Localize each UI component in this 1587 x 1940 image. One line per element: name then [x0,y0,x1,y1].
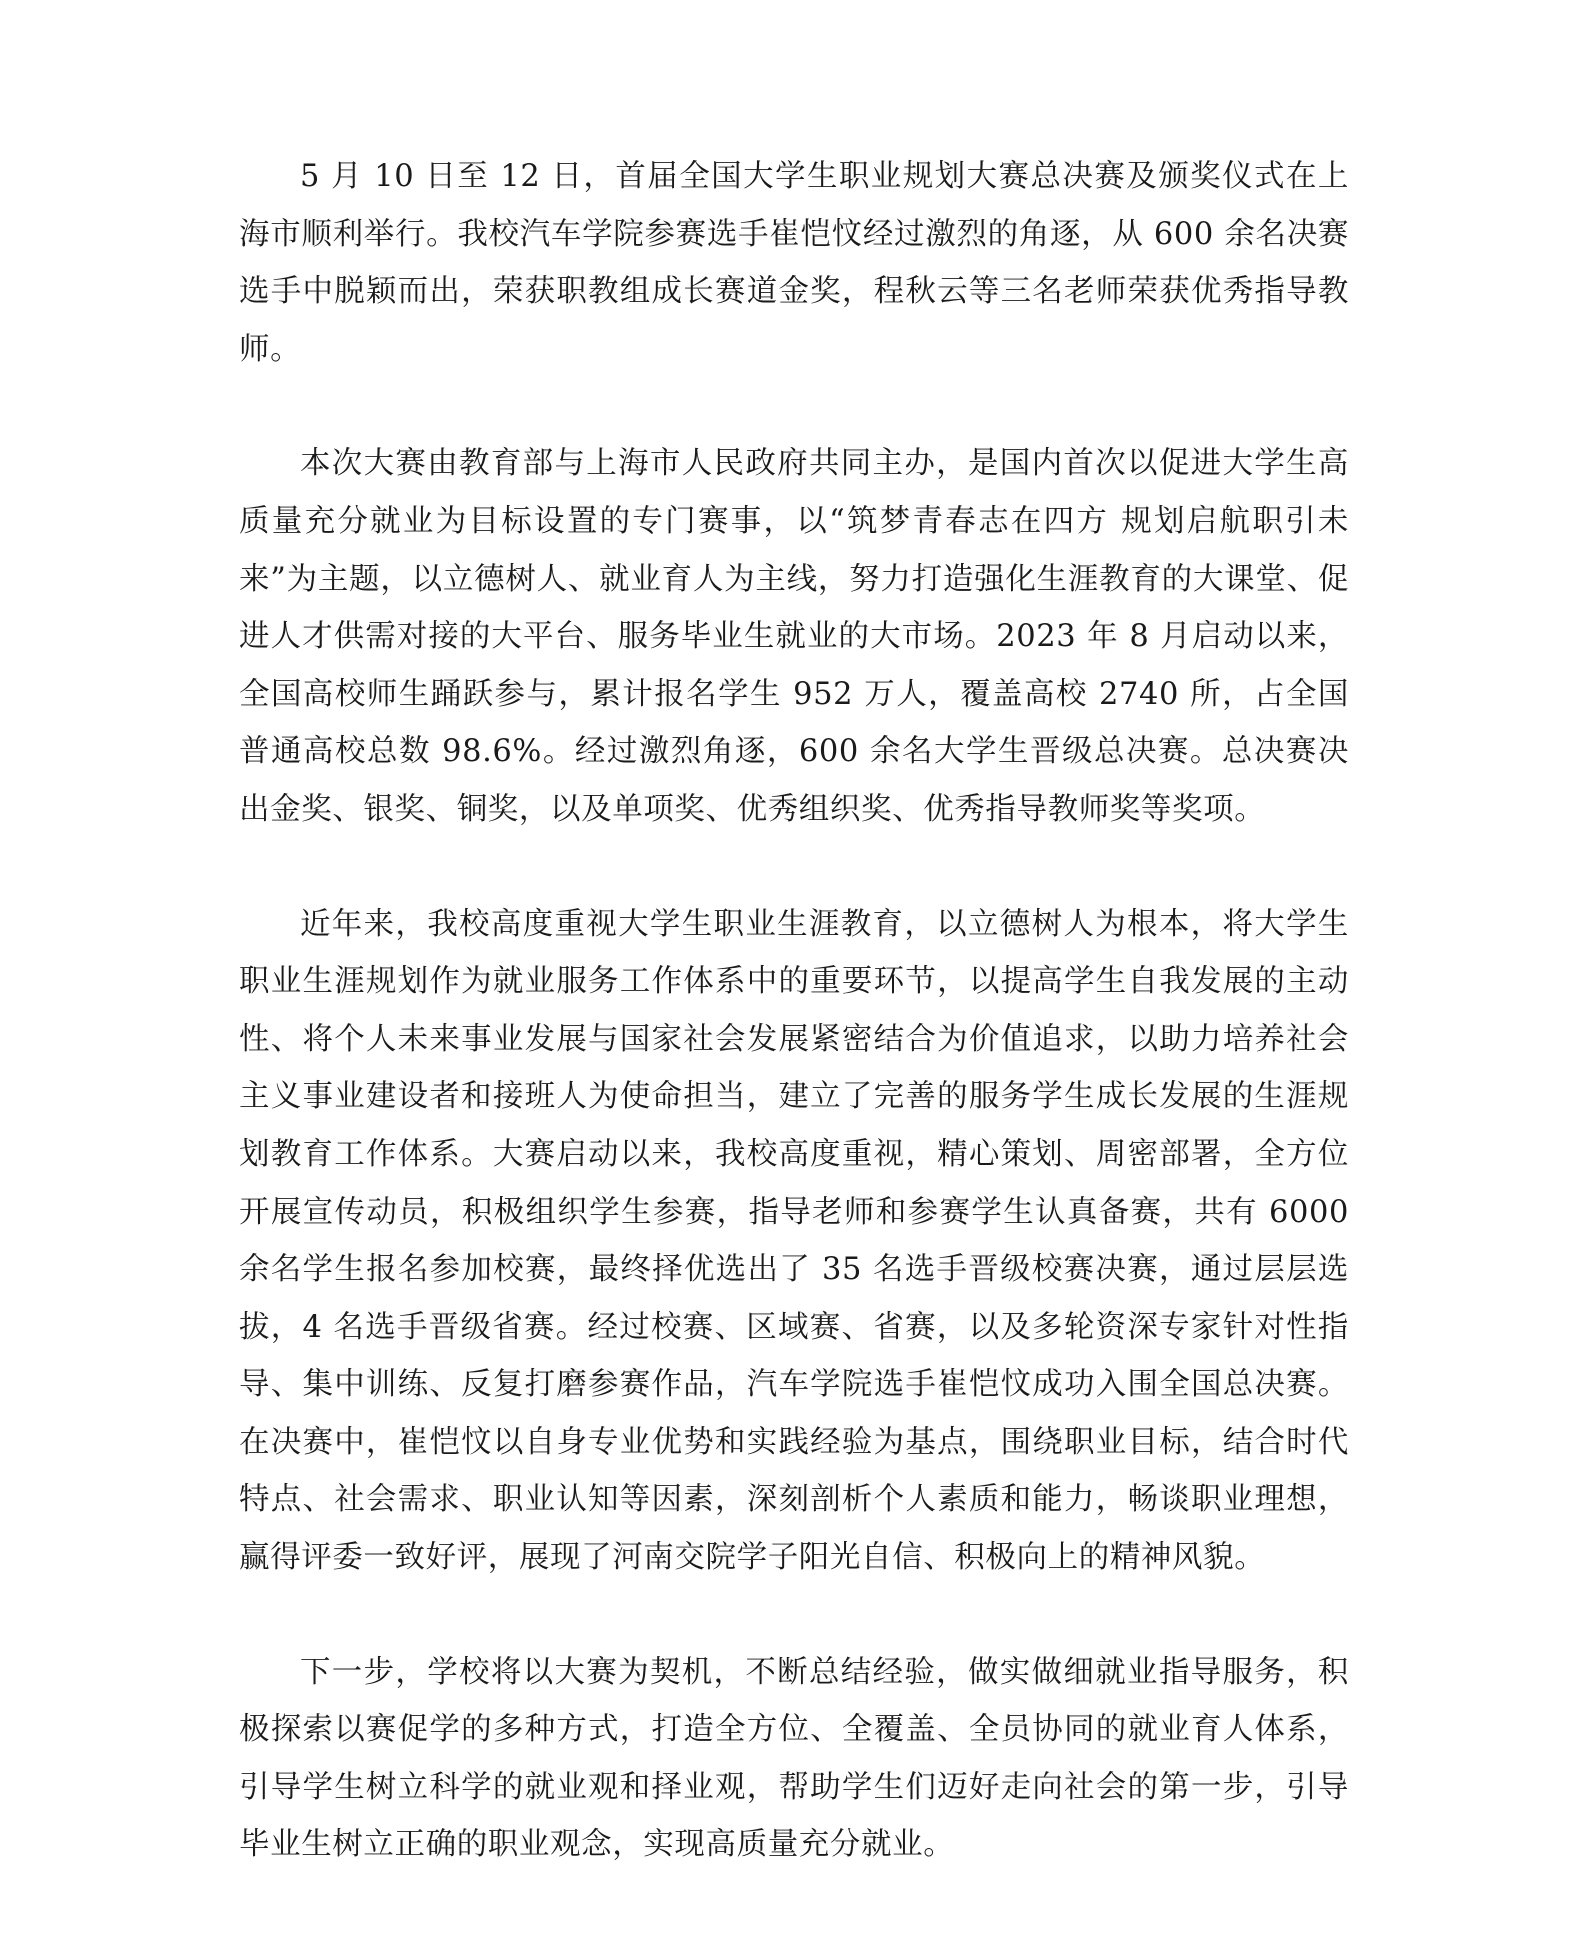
paragraph-award-announcement: 5 月 10 日至 12 日，首届全国大学生职业规划大赛总决赛及颁奖仪式在上海市顺利举行。我校汽车学院参赛选手崔恺忟经过激烈的角逐，从 600 余名决赛选手中脱颖而出，荣获职教组成长赛道金奖，程秋云等三名老师荣获优秀指导教师。 [239,159,1349,367]
article-body [239,148,1349,1874]
paragraph-next-steps: 下一步，学校将以大赛为契机，不断总结经验，做实做细就业指导服务，积极探索以赛促学的多种方式，打造全方位、全覆盖、全员协同的就业育人体系，引导学生树立科学的就业观和择业观，帮助学生们迈好走向社会的第一步，引导毕业生树立正确的职业观念，实现高质量充分就业。 [239,1654,1349,1863]
paragraph-competition-overview: 本次大赛由教育部与上海市人民政府共同主办，是国内首次以促进大学生高质量充分就业为目标设置的专门赛事，以“筑梦青春志在四方 规划启航职引未来”为主题，以立德树人、就业育人为主线，努力打造强化生涯教育的大课堂、促进人才供需对接的大平台、服务毕业生就业的大市场。2023 年 8 月启动以来，全国高校师生踊跃参与，累计报名学生 952 万人，覆盖高校 2740 所，占全国普通高校总数 98.6%。经过激烈角逐，600 余名大学生晋级总决赛。总决赛决出金奖、银奖、铜奖，以及单项奖、优秀组织奖、优秀指导教师奖等奖项。 [239,446,1349,827]
paragraph-school-efforts: 近年来，我校高度重视大学生职业生涯教育，以立德树人为根本，将大学生职业生涯规划作为就业服务工作体系中的重要环节，以提高学生自我发展的主动性、将个人未来事业发展与国家社会发展紧密结合为价值追求，以助力培养社会主义事业建设者和接班人为使命担当，建立了完善的服务学生成长发展的生涯规划教育工作体系。大赛启动以来，我校高度重视，精心策划、周密部署，全方位开展宣传动员，积极组织学生参赛，指导老师和参赛学生认真备赛，共有 6000 余名学生报名参加校赛，最终择优选出了 35 名选手晋级校赛决赛，通过层层选拔，4 名选手晋级省赛。经过校赛、区域赛、省赛，以及多轮资深专家针对性指导、集中训练、反复打磨参赛作品，汽车学院选手崔恺忟成功入围全国总决赛。在决赛中，崔恺忟以自身专业优势和实践经验为基点，围绕职业目标，结合时代特点、社会需求、职业认知等因素，深刻剖析个人素质和能力，畅谈职业理想，赢得评委一致好评，展现了河南交院学子阳光自信、积极向上的精神风貌。 [239,906,1349,1576]
